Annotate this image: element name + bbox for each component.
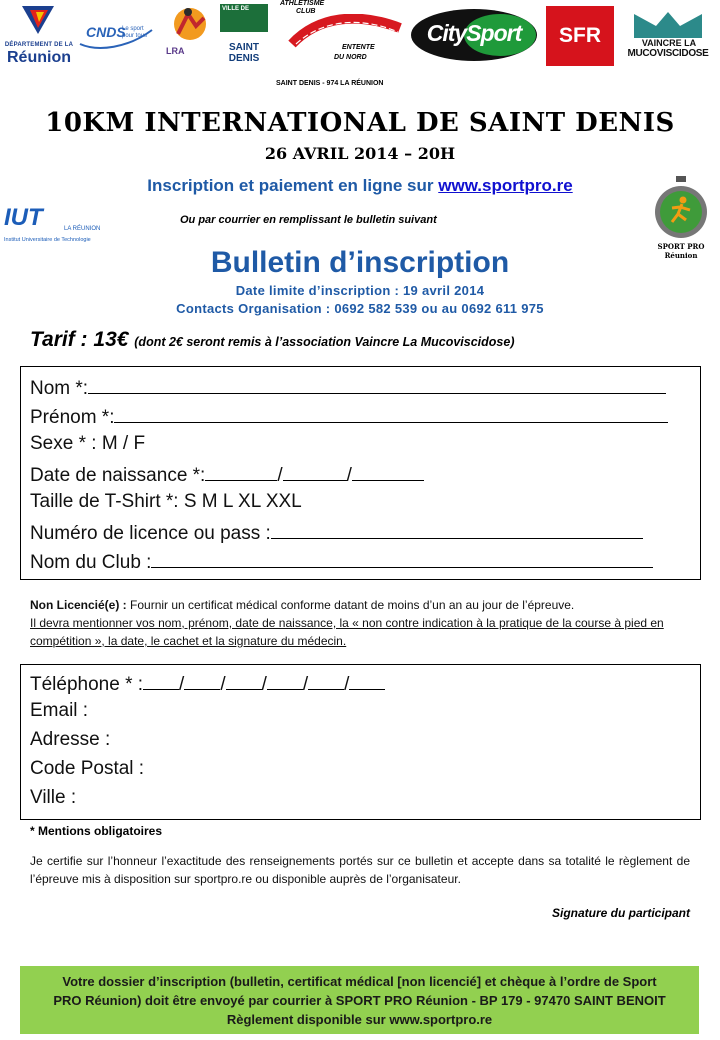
event-date: 26 AVRIL 2014 – 20H xyxy=(264,144,456,163)
field-licence-line[interactable] xyxy=(271,520,643,539)
field-telephone-label: Téléphone * : xyxy=(30,674,144,695)
lra-logo xyxy=(160,4,216,70)
field-licence[interactable] xyxy=(30,520,643,545)
field-adresse-label: Adresse : xyxy=(30,729,111,750)
event-title: 10KM INTERNATIONAL DE SAINT DENIS xyxy=(45,108,675,138)
citysport-logo xyxy=(410,8,538,62)
ville-saint-denis-logo xyxy=(220,4,268,70)
sportpro-link[interactable]: www.sportpro.re xyxy=(438,176,573,195)
non-licencie-text1: Fournir un certificat médical conforme datant de moins d’un an au jour de l’épreuve. xyxy=(126,598,575,612)
iut-name: IUT xyxy=(4,204,43,231)
footer-banner xyxy=(20,966,699,1034)
field-naissance[interactable]: Date de naissance *: / / xyxy=(30,462,424,487)
cnds-tagline: Le sport pour tous xyxy=(122,26,148,39)
online-registration xyxy=(0,176,720,196)
reunion-line1: DÉPARTEMENT DE LA xyxy=(4,42,74,48)
field-adresse[interactable] xyxy=(30,729,110,751)
cnds-logo xyxy=(78,22,154,50)
footer-line3: Règlement disponible sur www.sportpro.re xyxy=(226,1012,493,1027)
tel-part-3[interactable] xyxy=(226,671,262,690)
field-tshirt-label: Taille de T-Shirt *: S M L XL XXL xyxy=(30,491,302,512)
vlm-m-icon xyxy=(632,10,704,40)
contacts: Contacts Organisation : 0692 582 539 ou au 0692 611 975 xyxy=(176,301,544,316)
tel-part-2[interactable] xyxy=(184,671,220,690)
vlm-line1: VAINCRE LA xyxy=(641,38,697,48)
tel-part-4[interactable] xyxy=(267,671,303,690)
acn-line4: DU NORD xyxy=(334,54,367,61)
field-code-postal-label: Code Postal : xyxy=(30,758,145,779)
reunion-logo xyxy=(4,4,74,70)
field-club-label: Nom du Club : xyxy=(30,552,152,573)
vlm-line2: MUCOVISCIDOSE xyxy=(627,48,709,59)
lra-name: LRA xyxy=(166,46,185,56)
field-prenom[interactable] xyxy=(30,404,668,429)
deadline: Date limite d’inscription : 19 avril 2014 xyxy=(235,283,485,298)
ville-band-text: VILLE DE xyxy=(222,6,250,12)
mail-note: Ou par courrier en remplissant le bulletin suivant xyxy=(180,214,437,226)
stopwatch-runner-icon xyxy=(652,176,710,240)
acn-logo xyxy=(276,0,406,90)
field-naissance-label: Date de naissance *: xyxy=(30,465,206,486)
field-email[interactable] xyxy=(30,700,88,722)
birth-month-line[interactable] xyxy=(283,462,347,481)
field-prenom-line[interactable] xyxy=(114,404,668,423)
citysport-name: CitySport xyxy=(426,20,522,46)
acn-line5: SAINT DENIS - 974 LA RÉUNION xyxy=(276,80,384,87)
iut-logo xyxy=(4,204,114,244)
sportpro-logo xyxy=(644,176,718,260)
signature-label: Signature du participant xyxy=(551,906,690,920)
certification-text: Je certifie sur l’honneur l’exactitude des renseignements portés sur ce bulletin et accepte dans sa totalité le règlement de l’épreuve mis à disposition sur sportpro.re ou disponible auprès de l’organisateur. xyxy=(30,854,690,886)
non-licencie-text2: Il devra mentionner vos nom, prénom, date de naissance, la « non contre indication à la pratique de la course à pied en compétition », la date, le cachet et la signature du médecin. xyxy=(30,616,664,648)
ville-name-line2: DENIS xyxy=(228,53,260,64)
birth-day-line[interactable] xyxy=(205,462,277,481)
acn-line2: CLUB xyxy=(296,8,316,15)
non-licencie-label: Non Licencié(e) : xyxy=(30,598,127,612)
tel-part-6[interactable] xyxy=(349,671,385,690)
acn-line3: ENTENTE xyxy=(342,44,375,51)
birth-year-line[interactable] xyxy=(352,462,424,481)
field-prenom-label: Prénom *: xyxy=(30,407,115,428)
bulletin-title: Bulletin d’inscription xyxy=(210,246,510,279)
lra-runner-icon xyxy=(160,4,216,46)
tarif xyxy=(30,328,514,352)
field-code-postal[interactable] xyxy=(30,758,144,780)
field-ville[interactable] xyxy=(30,787,76,809)
field-email-label: Email : xyxy=(30,700,89,721)
vaincre-mucoviscidose-logo xyxy=(620,10,716,70)
identity-form xyxy=(20,366,701,580)
contact-form xyxy=(20,664,701,820)
field-sexe[interactable] xyxy=(30,433,145,455)
field-club-line[interactable] xyxy=(151,549,653,568)
field-licence-label: Numéro de licence ou pass : xyxy=(30,523,271,544)
iut-region: LA RÉUNION xyxy=(64,226,101,232)
footer-line1: Votre dossier d’inscription (bulletin, certificat médical [non licencié] et chèque à l’ordre de Sport xyxy=(62,974,657,989)
field-sexe-label: Sexe * : M / F xyxy=(30,433,146,454)
tel-part-1[interactable] xyxy=(143,671,179,690)
sfr-logo xyxy=(546,6,614,66)
ville-name-line1: SAINT xyxy=(229,42,259,53)
acn-track-icon xyxy=(288,14,404,48)
iut-subtitle: Institut Universitaire de Technologie xyxy=(4,237,91,243)
tarif-note: (dont 2€ seront remis à l’association Vaincre La Mucoviscidose) xyxy=(134,335,515,349)
field-club[interactable] xyxy=(30,549,653,574)
field-nom-label: Nom *: xyxy=(30,378,89,399)
tel-part-5[interactable] xyxy=(308,671,344,690)
non-licencie-note xyxy=(30,596,694,650)
field-ville-label: Ville : xyxy=(30,787,77,808)
footer-line2: PRO Réunion) doit être envoyé par courrier à SPORT PRO Réunion - BP 179 - 97470 SAINT BENOIT xyxy=(53,993,666,1008)
mandatory-note: * Mentions obligatoires xyxy=(30,824,163,838)
tarif-main: Tarif : 13€ xyxy=(30,328,135,351)
cnds-name: CNDS xyxy=(86,24,126,40)
sfr-name: SFR xyxy=(559,24,601,47)
online-text: Inscription et paiement en ligne sur xyxy=(147,176,439,195)
field-tshirt[interactable] xyxy=(30,491,302,513)
field-nom[interactable] xyxy=(30,375,666,400)
reunion-line2: Réunion xyxy=(7,49,71,66)
sportpro-name: SPORT PRO Réunion xyxy=(657,242,705,260)
reunion-mark-icon xyxy=(18,4,58,38)
field-telephone[interactable]: Téléphone * : / / / / / xyxy=(30,671,385,696)
field-nom-line[interactable] xyxy=(88,375,666,394)
acn-line1: ATHLETISME xyxy=(280,0,325,7)
